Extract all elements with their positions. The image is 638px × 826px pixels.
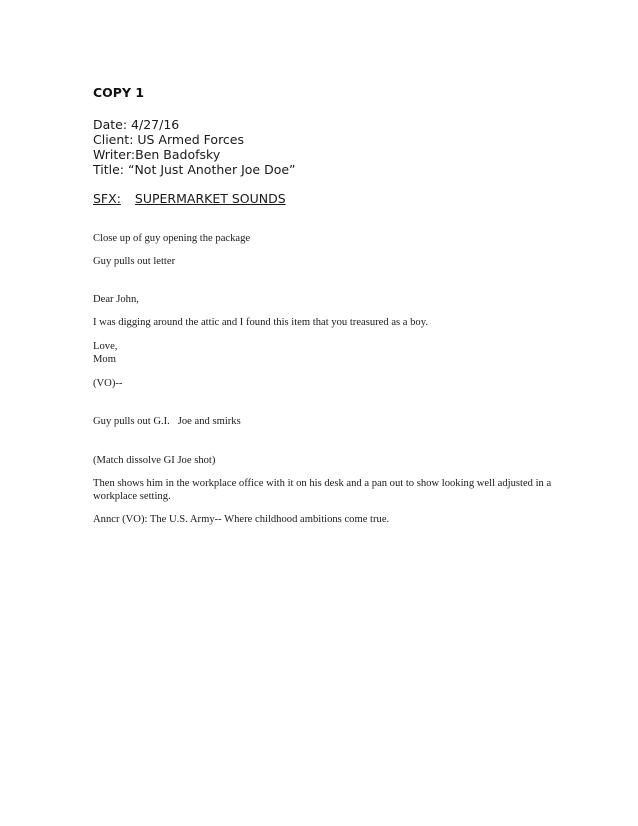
letter-signoff (93, 340, 553, 366)
sfx-value: SUPERMARKET SOUNDS (134, 191, 286, 206)
letter-salutation: Dear John, (93, 294, 139, 305)
announcer-line: Anncr (VO): The U.S. Army-- Where childhood ambitions come true. (93, 514, 390, 525)
document-content (93, 85, 553, 526)
letter-body: I was digging around the attic and I found this item that you treasured as a boy. (93, 317, 428, 328)
sfx-line (93, 191, 553, 206)
date-line: Date: 4/27/16 (93, 117, 180, 132)
title-line: Title: “Not Just Another Joe Doe” (93, 162, 296, 177)
sfx-label: SFX: (93, 191, 121, 206)
signoff-mom: Mom (93, 354, 116, 365)
pulls-gi-direction: Guy pulls out G.I. Joe and smirks (93, 416, 241, 427)
signoff-love: Love, (93, 341, 118, 352)
pulls-letter-direction: Guy pulls out letter (93, 256, 176, 267)
meta-block (93, 117, 553, 177)
vo-line: (VO)-- (93, 378, 123, 389)
close-up-direction: Close up of guy opening the package (93, 233, 251, 244)
writer-line: Writer:Ben Badofsky (93, 147, 221, 162)
copy-heading: COPY 1 (93, 85, 145, 100)
match-dissolve-direction: (Match dissolve GI Joe shot) (93, 455, 216, 466)
client-line: Client: US Armed Forces (93, 132, 245, 147)
workplace-direction: Then shows him in the workplace office with it on his desk and a pan out to show looking well adjusted in a workplace setting. (93, 478, 552, 502)
